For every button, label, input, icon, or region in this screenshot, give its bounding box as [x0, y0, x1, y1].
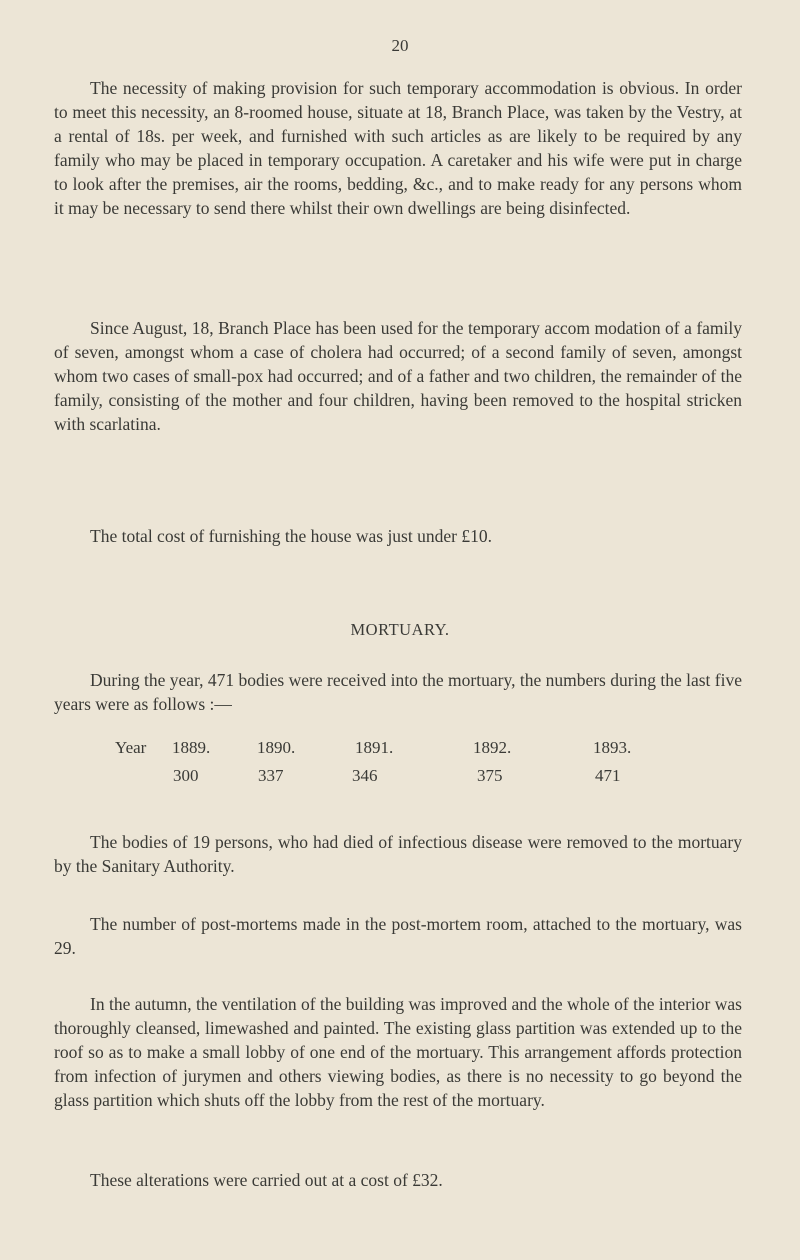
- paragraph-alteration-cost: These alterations were carried out at a cost of £32.: [90, 1170, 443, 1190]
- paragraph-furnishing-cost: The total cost of furnishing the house was just under £10.: [90, 526, 492, 546]
- table-cell-year: 1892.: [473, 738, 512, 757]
- table-cell-year: 1891.: [355, 738, 394, 757]
- table-cell-bodies: 346: [352, 766, 378, 785]
- paragraph-mortuary-intro: During the year, 471 bodies were received into the mortuary, the numbers during the last five years were as follows :—: [54, 670, 742, 714]
- paragraph-post-mortems: The number of post-mortems made in the post-mortem room, attached to the mortuary, was 29.: [54, 914, 742, 958]
- table-cell-bodies: 375: [477, 766, 503, 785]
- table-cell-bodies: 471: [595, 766, 621, 785]
- table-cell-bodies: 300: [173, 766, 199, 785]
- paragraph-temporary-accommodation: The necessity of making provision for such temporary accommodation is obvious. In order to meet this necessity, an 8-roomed house, situate at 18, Branch Place, was taken by the Vestry, at a rental of 18s. per week, and furnished with such articles as are likely to be required by any family who may be placed in temporary occupation. A caretaker and his wife were put in charge to look after the premises, air the rooms, bedding, &c., and to make ready for any persons whom it may be necessary to send there whilst their own dwellings are being disinfected.: [54, 78, 742, 218]
- paragraph-ventilation-improvements: In the autumn, the ventilation of the building was improved and the whole of the interior was thoroughly cleansed, limewashed and painted. The existing glass partition was extended up to the roof so as to make a small lobby of one end of the mortuary. This arrangement affords protection from infection of jurymen and others viewing bodies, as there is no necessity to go beyond the glass partition which shuts off the lobby from the rest of the mortuary.: [54, 994, 742, 1110]
- table-cell-bodies: 337: [258, 766, 284, 785]
- table-cell-year: 1890.: [257, 738, 296, 757]
- page-number: 20: [391, 36, 409, 55]
- table-cell-year: 1889.: [172, 738, 211, 757]
- table-row-label: Year: [115, 738, 147, 757]
- section-heading-mortuary: MORTUARY.: [350, 620, 450, 639]
- paragraph-branch-place-usage: Since August, 18, Branch Place has been used for the temporary accom modation of a family of seven, amongst whom a case of cholera had occurred; of a second family of seven, amongst whom two cases of small-pox had occurred; and of a father and two children, the remainder of the family, consisting of the mother and four children, having been removed to the hospital stricken with scarlatina.: [54, 318, 742, 434]
- table-cell-year: 1893.: [593, 738, 632, 757]
- paragraph-infectious-bodies: The bodies of 19 persons, who had died of infectious disease were removed to the mortuary by the Sanitary Authority.: [54, 832, 742, 876]
